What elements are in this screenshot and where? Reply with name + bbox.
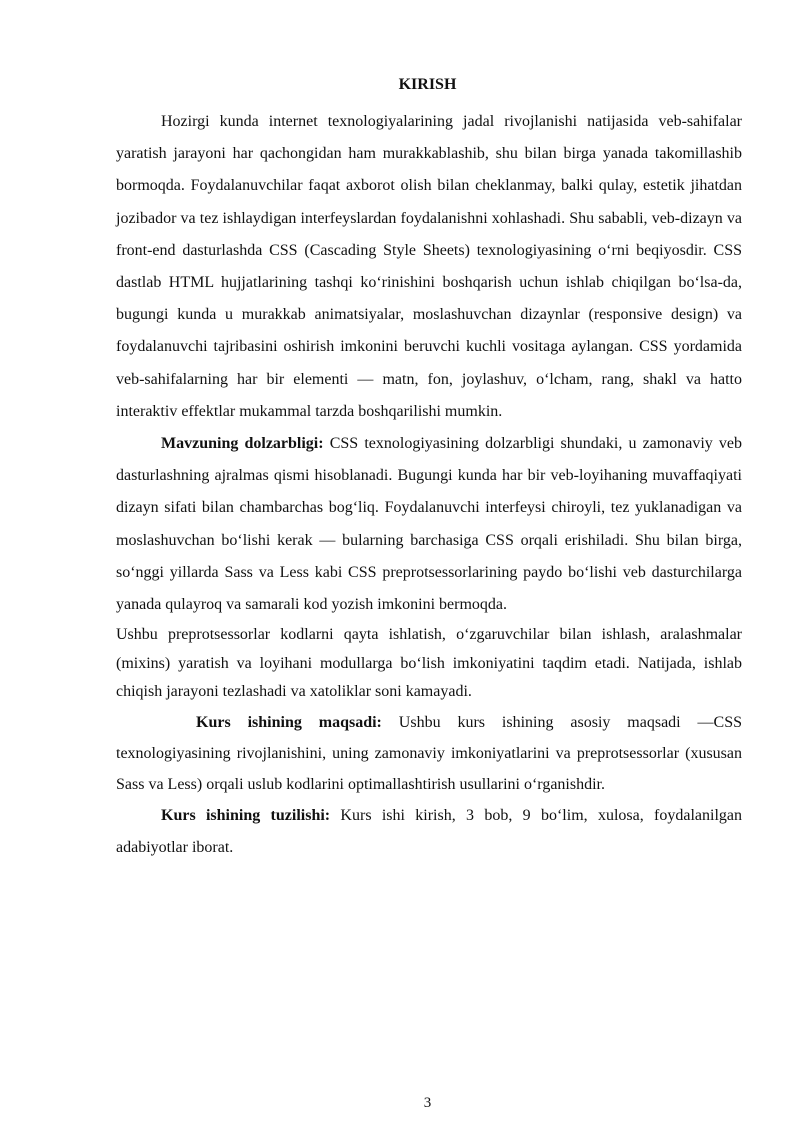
relevance-label: Mavzuning dolzarbligi: bbox=[161, 435, 324, 453]
relevance-paragraph bbox=[116, 428, 742, 621]
document-body bbox=[116, 106, 742, 864]
relevance-text: CSS texnologiyasining dolzarbligi shundaki, u zamonaviy veb dasturlashning ajralmas qismi hisoblanadi. Bugungi kunda har bir veb-loyihaning muvaffaqiyati dizayn sifati bilan chambarchas bog‘liq. Foydalanuvchi interfeysi chiroyli, tez yuklanadigan va moslashuvchan bo‘lishi kerak — bularning barchasiga CSS orqali erishiladi. Shu bilan birga, so‘nggi yillarda Sass va Less kabi CSS preprotsessorlarining paydo bo‘lishi veb dasturchilarga yanada qulayroq va samarali kod yozish imkonini bermoqda. bbox=[116, 435, 743, 614]
structure-label: Kurs ishining tuzilishi: bbox=[161, 806, 331, 824]
goal-paragraph bbox=[116, 707, 742, 800]
structure-paragraph bbox=[116, 800, 742, 864]
intro-paragraph: Hozirgi kunda internet texnologiyalarining jadal rivojlanishi natijasida veb-sahifalar yaratish jarayoni har qachongidan ham murakkablashib, shu bilan birga yanada takomillashib bormoqda. Foydalanuvchilar faqat axborot olish bilan cheklanmay, balki qulay, estetik jihatdan jozibador va tez ishlaydigan interfeyslardan foydalanishni xohlashadi. Shu sababli, veb-dizayn va front-end dasturlashda CSS (Cascading Style Sheets) texnologiyasining o‘rni beqiyosdir. CSS dastlab HTML hujjatlarining tashqi ko‘rinishini boshqarish uchun ishlab chiqilgan bo‘lsa-da, bugungi kunda u murakkab animatsiyalar, moslashuvchan dizaynlar (responsive design) va foydalanuvchi tajribasini oshirish imkonini beruvchi kuchli vositaga aylangan. CSS yordamida veb-sahifalarning har bir elementi — matn, fon, joylashuv, o‘lcham, rang, shakl va hatto interaktiv effektlar mukammal tarzda boshqarilishi mumkin. bbox=[116, 113, 742, 420]
goal-label: Kurs ishining maqsadi: bbox=[196, 713, 382, 731]
page-number: 3 bbox=[423, 1095, 432, 1111]
goal-text: Ushbu kurs ishining asosiy maqsadi —CSS texnologiyasining rivojlanishini, uning zamonaviy imkoniyatlarini va preprotsessorlar (xususan Sass va Less) orqali uslub kodlarini optimallashtirish usullarini o‘rganishdir. bbox=[116, 713, 742, 793]
page-title: KIRISH bbox=[398, 76, 457, 93]
preprocessors-paragraph: Ushbu preprotsessorlar kodlarni qayta ishlatish, o‘zgaruvchilar bilan ishlash, aralashmalar (mixins) yaratish va loyihani modullarga bo‘lish imkoniyatini taqdim etadi. Natijada, ishlab chiqish jarayoni tezlashadi va xatoliklar soni kamayadi. bbox=[116, 626, 742, 701]
structure-text: Kurs ishi kirish, 3 bob, 9 bo‘lim, xulosa, foydalanilgan adabiyotlar iborat. bbox=[116, 806, 743, 856]
